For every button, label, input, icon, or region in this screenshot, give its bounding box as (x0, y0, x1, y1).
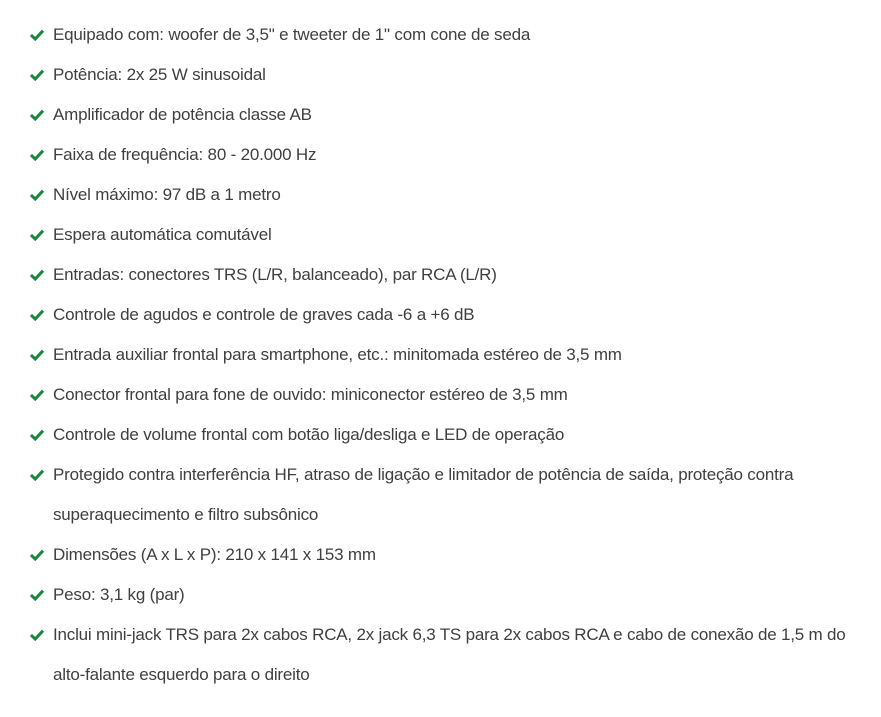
spec-list-item (30, 375, 863, 415)
spec-item-text: Faixa de frequência: 80 - 20.000 Hz (53, 145, 317, 164)
spec-list-item (30, 415, 863, 455)
spec-item-text: Entradas: conectores TRS (L/R, balanceado), par RCA (L/R) (53, 265, 497, 284)
spec-list-item (30, 255, 863, 295)
check-icon (30, 95, 44, 135)
spec-list-item (30, 175, 863, 215)
spec-item-text: Espera automática comutável (53, 225, 272, 244)
check-icon (30, 335, 44, 375)
spec-list-item (30, 615, 863, 695)
spec-list-item (30, 55, 863, 95)
spec-list-item (30, 535, 863, 575)
check-icon (30, 375, 44, 415)
check-icon (30, 135, 44, 175)
check-icon (30, 295, 44, 335)
spec-item-text: Potência: 2x 25 W sinusoidal (53, 65, 266, 84)
spec-list-item (30, 15, 863, 55)
spec-list-item (30, 215, 863, 255)
spec-item-text: Dimensões (A x L x P): 210 x 141 x 153 mm (53, 545, 376, 564)
check-icon (30, 575, 44, 615)
check-icon (30, 535, 44, 575)
check-icon (30, 55, 44, 95)
spec-list-item (30, 135, 863, 175)
spec-item-text: Controle de volume frontal com botão liga/desliga e LED de operação (53, 425, 565, 444)
spec-item-text: Amplificador de potência classe AB (53, 105, 312, 124)
spec-item-text: Entrada auxiliar frontal para smartphone, etc.: minitomada estéreo de 3,5 mm (53, 345, 622, 364)
spec-item-text: Peso: 3,1 kg (par) (53, 585, 185, 604)
check-icon (30, 175, 44, 215)
check-icon (30, 455, 44, 495)
spec-item-text: Equipado com: woofer de 3,5" e tweeter de 1" com cone de seda (53, 25, 531, 44)
spec-item-text: Conector frontal para fone de ouvido: miniconector estéreo de 3,5 mm (53, 385, 568, 404)
check-icon (30, 415, 44, 455)
check-icon (30, 255, 44, 295)
spec-list-item (30, 335, 863, 375)
spec-list-item (30, 455, 863, 535)
spec-item-text: Nível máximo: 97 dB a 1 metro (53, 185, 281, 204)
spec-list-item (30, 295, 863, 335)
spec-list-item (30, 95, 863, 135)
check-icon (30, 615, 44, 655)
spec-item-text: Controle de agudos e controle de graves cada -6 a +6 dB (53, 305, 475, 324)
spec-item-text: Protegido contra interferência HF, atraso de ligação e limitador de potência de saída, proteção contra superaquecimento e filtro subsônico (53, 465, 794, 524)
check-icon (30, 215, 44, 255)
spec-list-item (30, 575, 863, 615)
spec-item-text: Inclui mini-jack TRS para 2x cabos RCA, 2x jack 6,3 TS para 2x cabos RCA e cabo de conexão de 1,5 m do alto-falante esquerdo para o direito (53, 625, 846, 684)
check-icon (30, 15, 44, 55)
